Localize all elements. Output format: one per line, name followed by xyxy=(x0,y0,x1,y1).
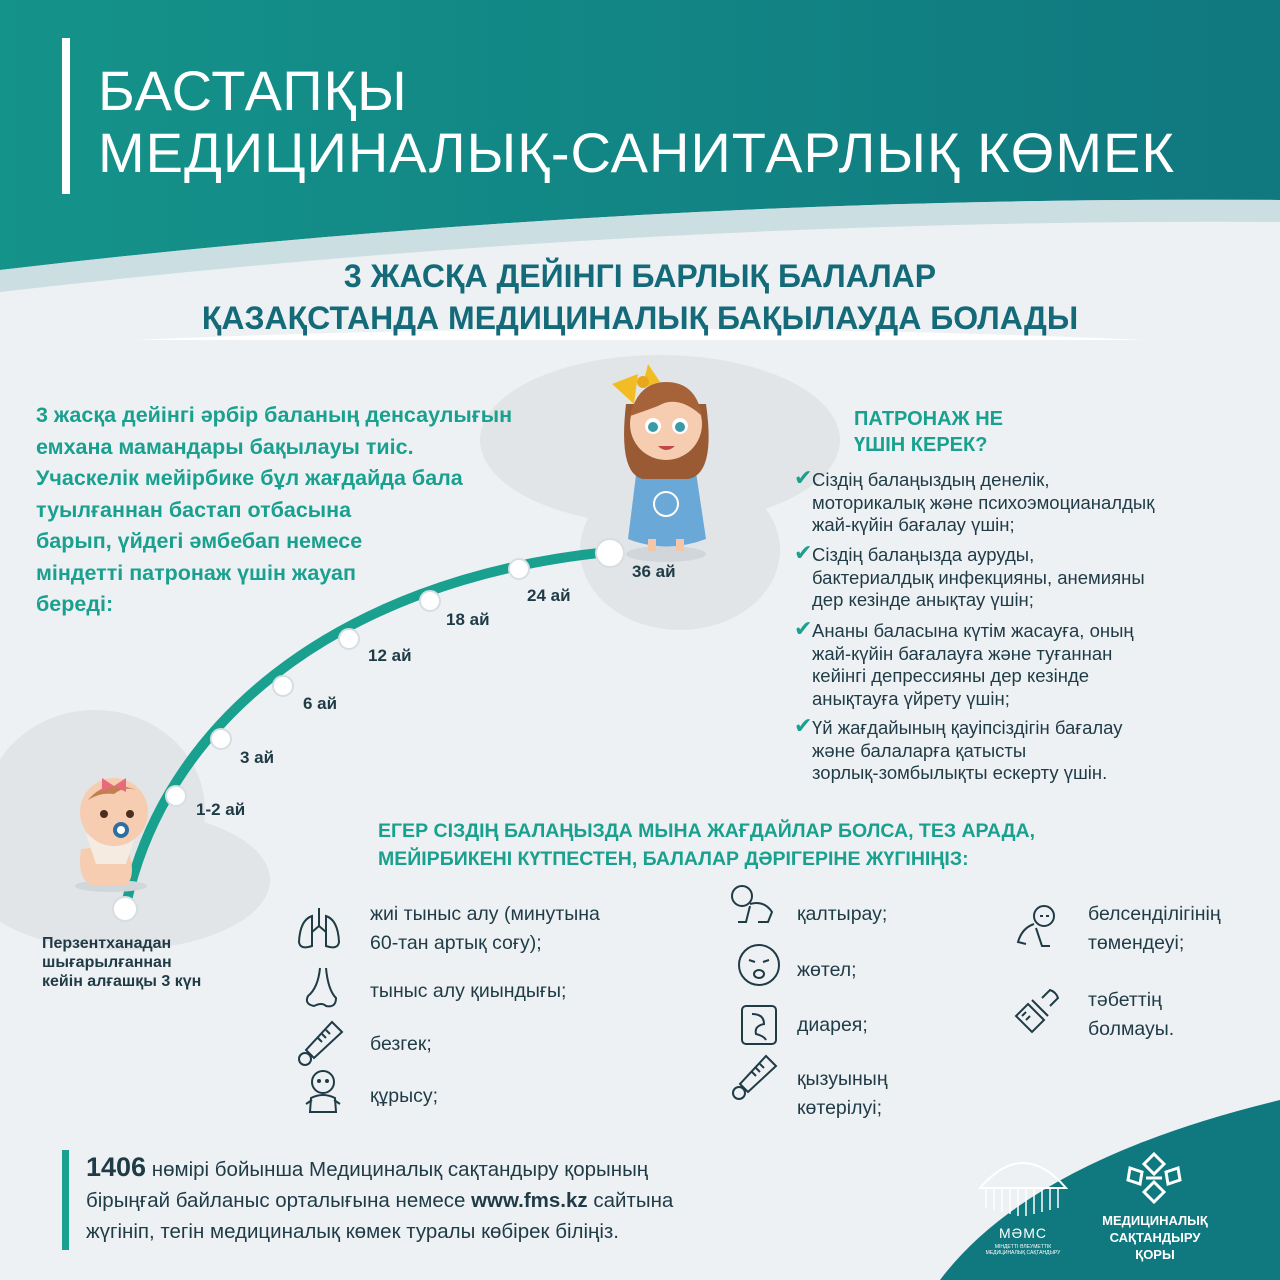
baby-illustration xyxy=(66,764,162,894)
title-accent-bar xyxy=(62,38,70,194)
intro-paragraph: 3 жасқа дейінгі әрбір баланың денсаулығын емхана мамандары бақылауы тиіс. Учаскелік мейірбике бұл жағдайда бала туылғаннан бастап отбасына барып, үйдегі әмбебап немесе міндетті патронаж үшін жауап береді: xyxy=(36,403,513,616)
baby-bottle-icon xyxy=(1012,986,1062,1036)
symptom-text: қалтырау; xyxy=(797,903,888,925)
mams-logo-subtext: МІНДЕТТІ ӘЛЕУМЕТТІК МЕДИЦИНАЛЫҚ САҚТАНДЫРУ xyxy=(985,1244,1061,1256)
timeline-node-12 xyxy=(339,629,359,649)
check-icon: ✔ xyxy=(794,616,813,641)
patronage-item: ✔ Ананы баласына күтім жасауға, оның жай-күйін бағалауға және туғаннан кейінгі депрессияны дер кезінде анықтауға үйрету үшін; xyxy=(794,616,1134,709)
footer-accent-bar xyxy=(62,1150,69,1250)
timeline-label-24: 24 ай xyxy=(527,586,571,605)
page-title-line2: МЕДИЦИНАЛЫҚ-САНИТАРЛЫҚ КӨМЕК xyxy=(98,121,1175,184)
nose-icon xyxy=(298,964,348,1014)
symptom-text: құрысу; xyxy=(370,1085,439,1107)
page-title-line1: БАСТАПҚЫ xyxy=(98,59,408,122)
timeline-node-6 xyxy=(273,676,293,696)
timeline-node-birth xyxy=(113,897,137,921)
patronage-item: ✔ Үй жағдайының қауіпсіздігін бағалау және балаларға қатысты зорлық-зомбылықты ескерту үшін. xyxy=(794,713,1123,783)
timeline-label-18: 18 ай xyxy=(446,610,490,629)
coughing-face-icon xyxy=(734,940,784,990)
timeline-label-3: 3 ай xyxy=(240,748,275,767)
baby-icon xyxy=(298,1068,348,1118)
symptom-text: қызуының көтерілуі; xyxy=(797,1068,888,1119)
mams-logo-text: МӘМС xyxy=(999,1225,1047,1241)
lungs-icon xyxy=(294,904,344,954)
fund-name: МЕДИЦИНАЛЫҚ САҚТАНДЫРУ ҚОРЫ xyxy=(1102,1213,1208,1262)
symptom-text: жөтел; xyxy=(797,959,857,981)
symptom-text: диарея; xyxy=(797,1014,868,1036)
thermometer-icon xyxy=(296,1018,346,1068)
crawling-baby-icon xyxy=(728,882,778,932)
tired-baby-icon xyxy=(1012,902,1062,952)
thermometer-icon xyxy=(730,1052,780,1102)
stomach-icon xyxy=(734,1000,784,1050)
timeline-label-36: 36 ай xyxy=(632,562,676,581)
patronage-item: ✔ Сіздің балаңыздың денелік, моторикалық және психоэмоцианалдық жай-күйін бағалау үшін; xyxy=(794,465,1155,535)
footer-corner-background xyxy=(880,1100,1280,1280)
timeline-node-3 xyxy=(211,729,231,749)
timeline-label-12: 12 ай xyxy=(368,646,412,665)
symptom-text: белсенділігінің төмендеуі; xyxy=(1088,903,1221,954)
patronage-title: ПАТРОНАЖ НЕ ҮШІН КЕРЕК? xyxy=(854,408,1003,456)
mams-umbrella-logo xyxy=(976,1148,1070,1228)
symptom-text: жиі тыныс алу (минутына 60-тан артық соғу); xyxy=(370,903,600,954)
website-link[interactable]: www.fms.kz xyxy=(471,1189,588,1212)
timeline-label-birth: Перзентханадан шығарылғаннан кейін алғашқы 3 күн xyxy=(42,935,202,990)
hotline-number: 1406 xyxy=(86,1152,147,1182)
check-icon: ✔ xyxy=(794,713,813,738)
timeline-label-1-2: 1-2 ай xyxy=(196,800,246,819)
warning-heading: ЕГЕР СІЗДІҢ БАЛАҢЫЗДА МЫНА ЖАҒДАЙЛАР БОЛСА, ТЕЗ АРАДА, МЕЙІРБИКЕНІ КҮТПЕСТЕН, БАЛАЛАР ДӘРІГЕРІНЕ ЖҮГІНІҢІЗ: xyxy=(378,820,1036,870)
symptom-text: тәбеттің болмауы. xyxy=(1088,989,1175,1040)
timeline-label-6: 6 ай xyxy=(303,694,338,713)
symptom-text: безгек; xyxy=(370,1033,432,1055)
footer-info: 1406 нөмірі бойынша Медициналық сақтандыру қорының бірыңғай байланыс орталығына немесе www.fms.kz сайтына жүгініп, тегін медициналық көмек туралы көбірек біліңіз. xyxy=(86,1152,674,1243)
patronage-item: ✔ Сіздің балаңызда ауруды, бактериалдық инфекцияны, анемияны дер кезінде анықтау үшін; xyxy=(794,540,1145,610)
girl-illustration xyxy=(598,354,728,564)
check-icon: ✔ xyxy=(794,465,813,490)
check-icon: ✔ xyxy=(794,540,813,565)
subtitle-line2: ҚАЗАҚСТАНДА МЕДИЦИНАЛЫҚ БАҚЫЛАУДА БОЛАДЫ xyxy=(201,300,1079,336)
subtitle-line1: 3 ЖАСҚА ДЕЙІНГІ БАРЛЫҚ БАЛАЛАР xyxy=(343,258,937,294)
timeline-node-1-2 xyxy=(166,786,186,806)
symptom-text: тыныс алу қиындығы; xyxy=(370,980,567,1002)
fund-snowflake-logo xyxy=(1124,1150,1184,1206)
